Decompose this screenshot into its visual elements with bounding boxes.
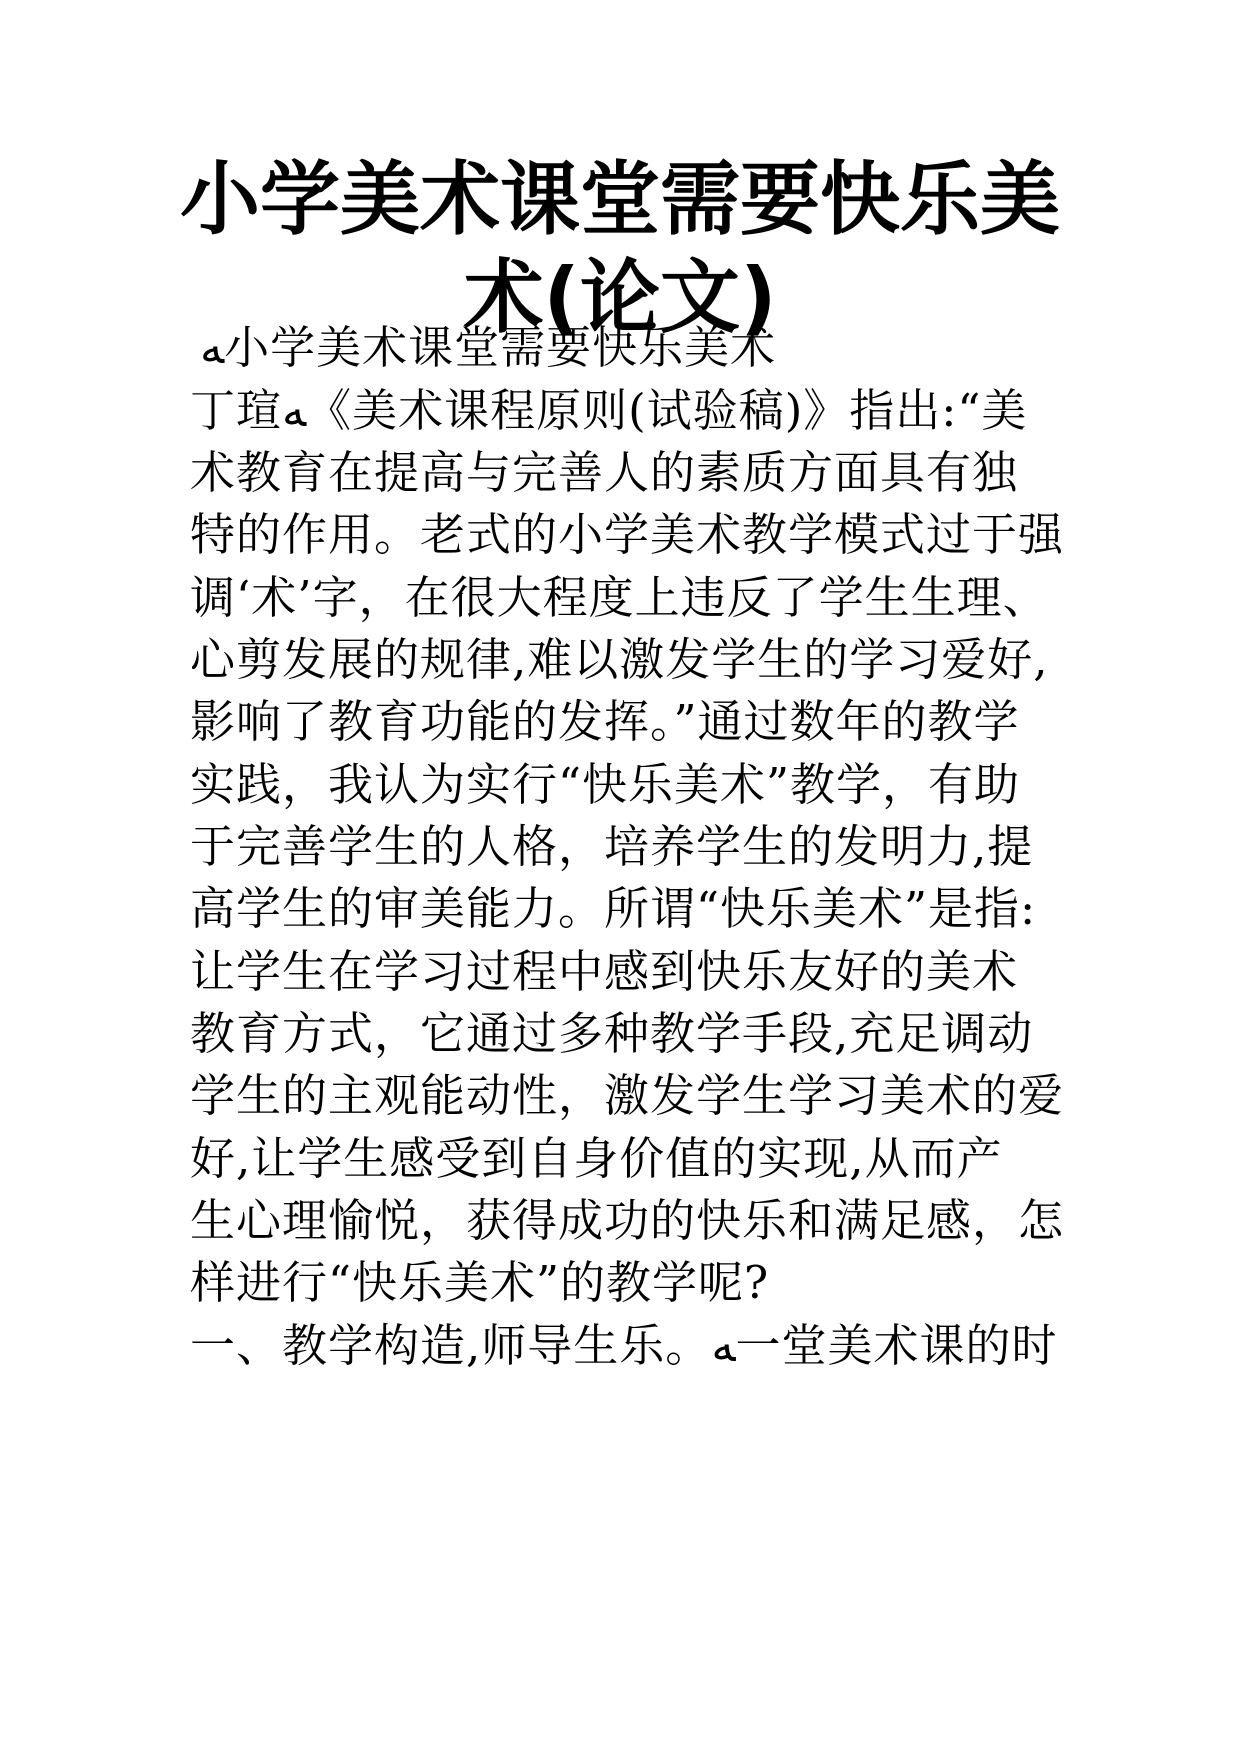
body-line-9: 高学生的审美能力。所谓“快乐美术”是指:	[190, 882, 1037, 935]
body-line-8: 于完善学生的人格，培养学生的发明力,提	[190, 820, 1034, 873]
body-line-15: 样进行“快乐美术”的教学呢?	[190, 1256, 770, 1309]
body-line-13: 好,让学生感受到自身价值的实现,从而产	[190, 1132, 1003, 1185]
body-line-6: 影响了教育功能的发挥。”通过数年的教学	[190, 695, 1020, 748]
subtitle-line: ﻪ小学美术课堂需要快乐美术	[200, 321, 777, 374]
body-line-5: 心剪发展的规律,难以激发学生的学习爱好,	[190, 633, 1049, 686]
document-title-line-1: 小学美术课堂需要快乐美	[180, 153, 1060, 246]
body-line-1: 丁瑄ﻪ《美术课程原则(试验稿)》指出:“美	[190, 384, 1028, 437]
body-line-10: 让学生在学习过程中感到快乐友好的美术	[190, 945, 1019, 998]
document-title-line-2: 术(论文)	[463, 251, 777, 344]
body-line-7: 实践，我认为实行“快乐美术”教学，有助	[190, 758, 1021, 811]
body-line-14: 生心理愉悦，获得成功的快乐和满足感，怎	[190, 1194, 1065, 1247]
body-line-3: 特的作用。老式的小学美术教学模式过于强	[190, 508, 1065, 561]
body-line-16: 一、教学构造,师导生乐。ﻪ一堂美术课的时	[190, 1319, 1058, 1372]
body-line-2: 术教育在提高与完善人的素质方面具有独	[190, 446, 1019, 499]
body-line-4: 调‘术’字，在很大程度上违反了学生生理、	[190, 571, 1049, 624]
body-line-12: 学生的主观能动性，激发学生学习美术的爱	[190, 1069, 1065, 1122]
body-line-11: 教育方式，它通过多种教学手段,充足调动	[190, 1007, 1034, 1060]
